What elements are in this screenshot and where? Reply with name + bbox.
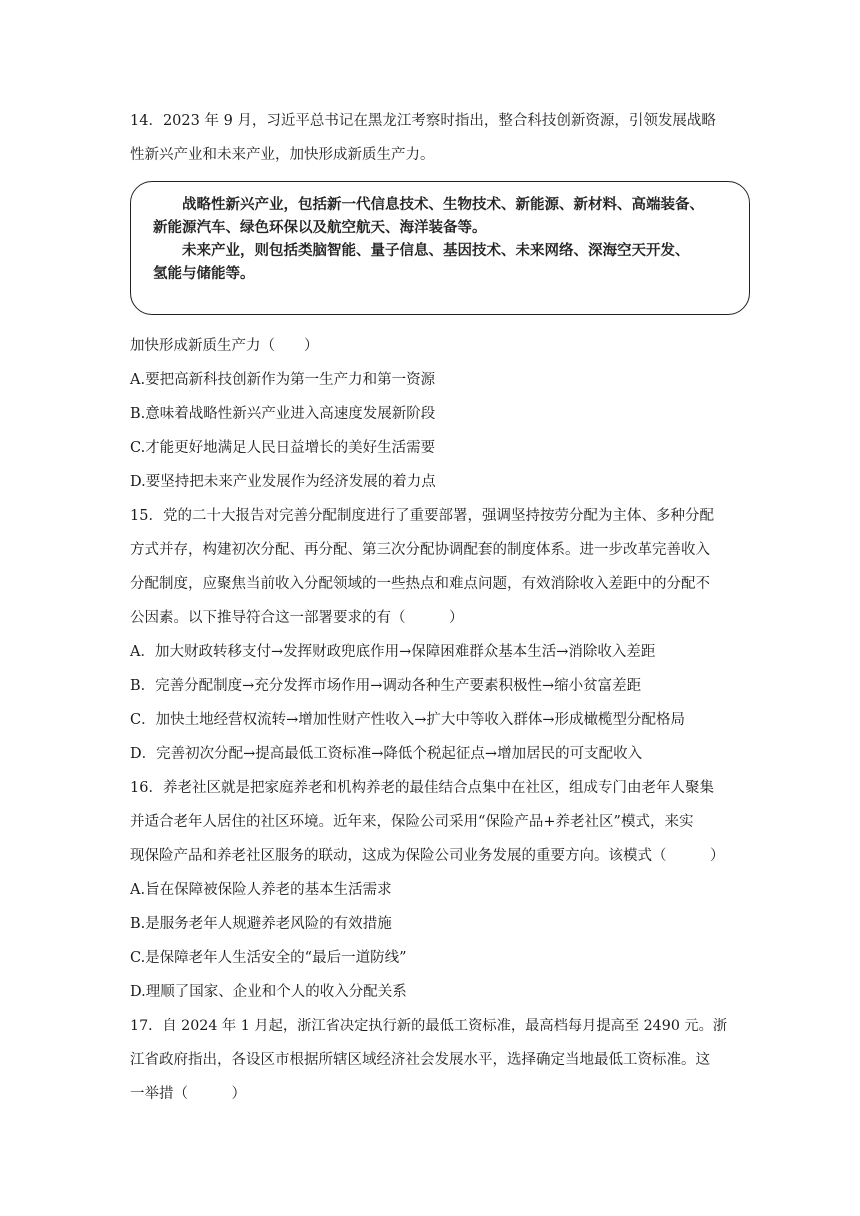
q17-stem-line-1: 17．自 2024 年 1 月起，浙江省决定执行新的最低工资标准，最高档每月提高至 2490 元。浙: [130, 1018, 728, 1034]
q15-stem-line-3: 分配制度，应聚焦当前收入分配领域的一些热点和难点问题，有效消除收入差距中的分配不: [130, 576, 710, 592]
material-line-2: 新能源汽车、绿色环保以及航空航天、海洋装备等。: [153, 220, 487, 236]
q16-option-a: A.旨在保障被保险人养老的基本生活需求: [130, 882, 392, 898]
q16-stem-line-2: 并适合老年人居住的社区环境。近年来，保险公司采用“保险产品+养老社区”模式，来实: [130, 814, 694, 830]
q15-option-a: A．加大财政转移支付→发挥财政兜底作用→保障困难群众基本生活→消除收入差距: [130, 644, 656, 660]
q14-option-d: D.要坚持把未来产业发展作为经济发展的着力点: [130, 474, 436, 490]
q14-material-box: [130, 181, 750, 315]
q15-stem-line-2: 方式并存，构建初次分配、再分配、第三次分配协调配套的制度体系。进一步改革完善收入: [130, 542, 710, 558]
q15-stem-line-4: 公因素。以下推导符合这一部署要求的有（ ）: [130, 610, 464, 626]
q15-option-c: C．加快土地经营权流转→增加性财产性收入→扩大中等收入群体→形成橄榄型分配格局: [130, 712, 686, 728]
q16-stem-line-3: 现保险产品和养老社区服务的联动，这成为保险公司业务发展的重要方向。该模式（ ）: [130, 848, 725, 864]
q15-stem-line-1: 15．党的二十大报告对完善分配制度进行了重要部署，强调坚持按劳分配为主体、多种分配: [130, 508, 714, 524]
q15-option-d: D．完善初次分配→提高最低工资标准→降低个税起征点→增加居民的可支配收入: [130, 746, 643, 762]
q16-option-b: B.是服务老年人规避养老风险的有效措施: [130, 916, 392, 932]
q14-stem-line-1: 14．2023 年 9 月，习近平总书记在黑龙江考察时指出，整合科技创新资源，引领发展战略: [130, 113, 716, 129]
q17-stem-line-2: 江省政府指出，各设区市根据所辖区域经济社会发展水平，选择确定当地最低工资标准。这: [130, 1052, 710, 1068]
material-line-4: 氢能与储能等。: [153, 266, 255, 282]
q14-option-b: B.意味着战略性新兴产业进入高速度发展新阶段: [130, 406, 436, 422]
material-line-1: 战略性新兴产业，包括新一代信息技术、生物技术、新能源、新材料、高端装备、: [153, 197, 704, 213]
q14-option-c: C.才能更好地满足人民日益增长的美好生活需要: [130, 440, 436, 456]
q14-stem-line-2: 性新兴产业和未来产业，加快形成新质生产力。: [130, 147, 435, 163]
material-line-3: 未来产业，则包括类脑智能、量子信息、基因技术、未来网络、深海空天开发、: [153, 243, 690, 259]
q16-option-d: D.理顺了国家、企业和个人的收入分配关系: [130, 984, 407, 1000]
q15-option-b: B．完善分配制度→充分发挥市场作用→调动各种生产要素积极性→缩小贫富差距: [130, 678, 642, 694]
q16-stem-line-1: 16．养老社区就是把家庭养老和机构养老的最佳结合点集中在社区，组成专门由老年人聚集: [130, 780, 714, 796]
q17-stem-line-3: 一举措（ ）: [130, 1086, 246, 1102]
q16-option-c: C.是保障老年人生活安全的“最后一道防线”: [130, 950, 407, 966]
q14-option-a: A.要把高新科技创新作为第一生产力和第一资源: [130, 372, 436, 388]
q14-question: 加快形成新质生产力（ ）: [130, 338, 319, 354]
